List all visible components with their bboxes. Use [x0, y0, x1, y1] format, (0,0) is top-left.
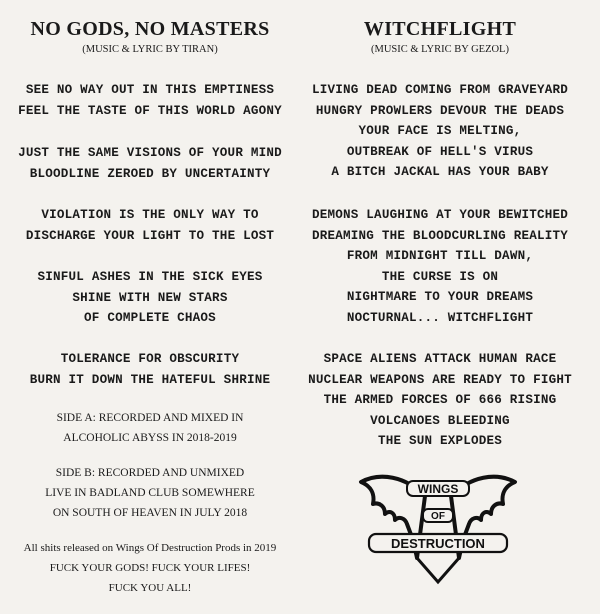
lyric-line: OUTBREAK OF HELL'S VIRUS — [346, 144, 534, 159]
lyric-line: JUST THE SAME VISIONS OF YOUR MIND — [18, 146, 282, 160]
lyric-line: LIVING DEAD COMING FROM GRAVEYARD — [312, 83, 568, 97]
lyric-line: VIOLATION IS THE ONLY WAY TO — [41, 208, 259, 222]
note-line: ALCOHOLIC ABYSS IN 2018-2019 — [63, 432, 237, 444]
note-line: SIDE B: RECORDED AND UNMIXED — [55, 467, 245, 479]
lyric-line: THE CURSE IS ON — [381, 269, 499, 284]
lyric-line: YOUR FACE IS MELTING, — [358, 124, 522, 138]
lyric-line: FEEL THE TASTE OF THIS WORLD AGONY — [18, 103, 282, 118]
lyric-line: SPACE ALIENS ATTACK HUMAN RACE — [323, 352, 557, 366]
lyric-line: DREAMING THE BLOODCURLING REALITY — [312, 228, 568, 243]
lyric-line: BURN IT DOWN THE HATEFUL SHRINE — [29, 372, 271, 387]
stanza-left-5 — [0, 349, 300, 390]
lyric-line: NOCTURNAL... WITCHFLIGHT — [346, 310, 534, 325]
lyric-line: TOLERANCE FOR OBSCURITY — [60, 352, 240, 366]
lyric-line: VOLCANOES BLEEDING — [370, 413, 510, 428]
logo-word-wings: WINGS — [417, 482, 459, 496]
stanza-right-1 — [290, 80, 590, 183]
wings-of-destruction-logo — [355, 468, 521, 588]
footer-notes — [0, 538, 300, 598]
note-line: SIDE A: RECORDED AND MIXED IN — [56, 412, 244, 424]
lyric-line: DEMONS LAUGHING AT YOUR BEWITCHED — [312, 208, 568, 222]
lyric-line: DISCHARGE YOUR LIGHT TO THE LOST — [25, 228, 275, 243]
note-line: All shits released on Wings Of Destruction Prods in 2019 — [23, 542, 277, 554]
credit-right: (MUSIC & LYRIC BY GEZOL) — [371, 44, 509, 55]
lyric-line: NIGHTMARE TO YOUR DREAMS — [346, 290, 534, 304]
note-line: FUCK YOU ALL! — [108, 582, 192, 594]
lyric-line: BLOODLINE ZEROED BY UNCERTAINTY — [29, 166, 271, 181]
credit-left: (MUSIC & LYRIC BY TIRAN) — [82, 44, 218, 55]
side-a-notes — [0, 408, 300, 448]
logo-word-of: OF — [431, 511, 445, 522]
stanza-left-2 — [0, 143, 300, 184]
lyric-line: NUCLEAR WEAPONS ARE READY TO FIGHT — [308, 372, 572, 387]
stanza-left-1 — [0, 80, 300, 121]
lyric-line: FROM MIDNIGHT TILL DAWN, — [346, 249, 534, 263]
lyric-line: SINFUL ASHES IN THE SICK EYES — [37, 270, 263, 284]
bat-wings-logo-icon — [355, 468, 521, 588]
lyric-line: SEE NO WAY OUT IN THIS EMPTINESS — [25, 83, 275, 97]
stanza-left-4 — [0, 267, 300, 329]
note-line: FUCK YOUR GODS! FUCK YOUR LIFES! — [49, 562, 251, 574]
logo-word-destruction: DESTRUCTION — [391, 536, 485, 551]
lyric-line: HUNGRY PROWLERS DEVOUR THE DEADS — [315, 103, 565, 118]
note-line: ON SOUTH OF HEAVEN IN JULY 2018 — [52, 507, 248, 519]
stanza-left-3 — [0, 205, 300, 246]
lyric-line: OF COMPLETE CHAOS — [84, 311, 216, 325]
lyric-line: A BITCH JACKAL HAS YOUR BABY — [331, 165, 549, 179]
side-b-notes — [0, 463, 300, 523]
lyric-line: THE ARMED FORCES OF 666 RISING — [323, 393, 557, 407]
stanza-right-3 — [290, 349, 590, 452]
lyric-line: SHINE WITH NEW STARS — [72, 290, 228, 305]
stanza-right-2 — [290, 205, 590, 328]
song-title-left: NO GODS, NO MASTERS — [30, 18, 270, 40]
song-title-right: WITCHFLIGHT — [363, 18, 517, 40]
lyric-line: THE SUN EXPLODES — [377, 434, 503, 448]
note-line: LIVE IN BADLAND CLUB SOMEWHERE — [45, 487, 255, 499]
